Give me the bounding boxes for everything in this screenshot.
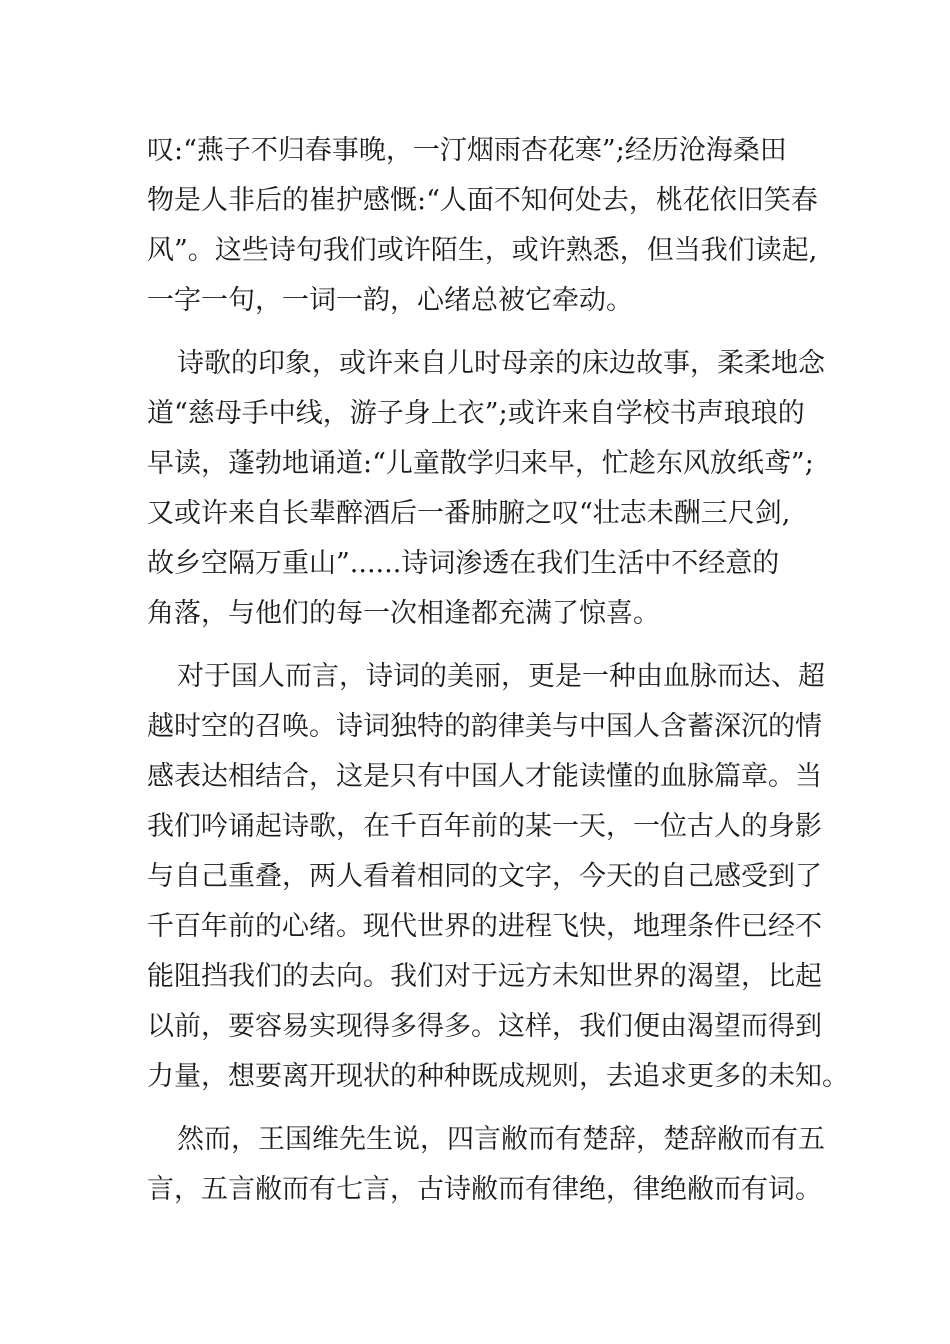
text-line: 然而，王国维先生说，四言敝而有楚辞，楚辞敝而有五 xyxy=(177,1124,825,1155)
text-line: 力量，想要离开现状的种种既成规则，去追求更多的未知。 xyxy=(147,1061,849,1092)
text-line: 故乡空隔万重山”......诗词渗透在我们生活中不经意的 xyxy=(147,548,780,579)
paragraph-2 xyxy=(147,339,825,639)
text-line: 道“慈母手中线，游子身上衣”;或许来自学校书声琅琅的 xyxy=(147,398,805,429)
paragraph-4 xyxy=(147,1115,825,1215)
text-line: 我们吟诵起诗歌，在千百年前的某一天，一位古人的身影 xyxy=(147,811,822,842)
text-line: 早读，蓬勃地诵道:“儿童散学归来早，忙趁东风放纸鸢”; xyxy=(147,448,814,479)
text-line: 越时空的召唤。诗词独特的韵律美与中国人含蓄深沉的情 xyxy=(147,711,822,742)
text-line: 能阻挡我们的去向。我们对于远方未知世界的渴望，比起 xyxy=(147,961,822,992)
text-line: 以前，要容易实现得多得多。这样，我们便由渴望而得到 xyxy=(147,1011,822,1042)
text-line: 与自己重叠，两人看着相同的文字，今天的自己感受到了 xyxy=(147,861,822,892)
paragraph-3 xyxy=(147,652,849,1102)
text-line: 物是人非后的崔护感慨:“人面不知何处去，桃花依旧笑春 xyxy=(147,185,818,216)
text-line: 又或许来自长辈醉酒后一番肺腑之叹“壮志未酬三尺剑, xyxy=(147,498,791,529)
text-line: 千百年前的心绪。现代世界的进程飞快，地理条件已经不 xyxy=(147,911,822,942)
text-line: 感表达相结合，这是只有中国人才能读懂的血脉篇章。当 xyxy=(147,761,822,792)
text-line: 角落，与他们的每一次相逢都充满了惊喜。 xyxy=(147,598,660,629)
text-line: 言，五言敝而有七言，古诗敝而有律绝，律绝敝而有词。 xyxy=(147,1174,822,1205)
text-line: 叹:“燕子不归春事晚，一汀烟雨杏花寒”;经历沧海桑田 xyxy=(147,135,787,166)
text-line: 对于国人而言，诗词的美丽，更是一种由血脉而达、超 xyxy=(177,661,825,692)
paragraph-1 xyxy=(147,126,817,326)
text-line: 诗歌的印象，或许来自儿时母亲的床边故事，柔柔地念 xyxy=(177,348,825,379)
text-line: 风”。这些诗句我们或许陌生，或许熟悉，但当我们读起, xyxy=(147,235,818,266)
text-line: 一字一句，一词一韵，心绪总被它牵动。 xyxy=(147,285,633,316)
body-text xyxy=(147,126,849,1228)
